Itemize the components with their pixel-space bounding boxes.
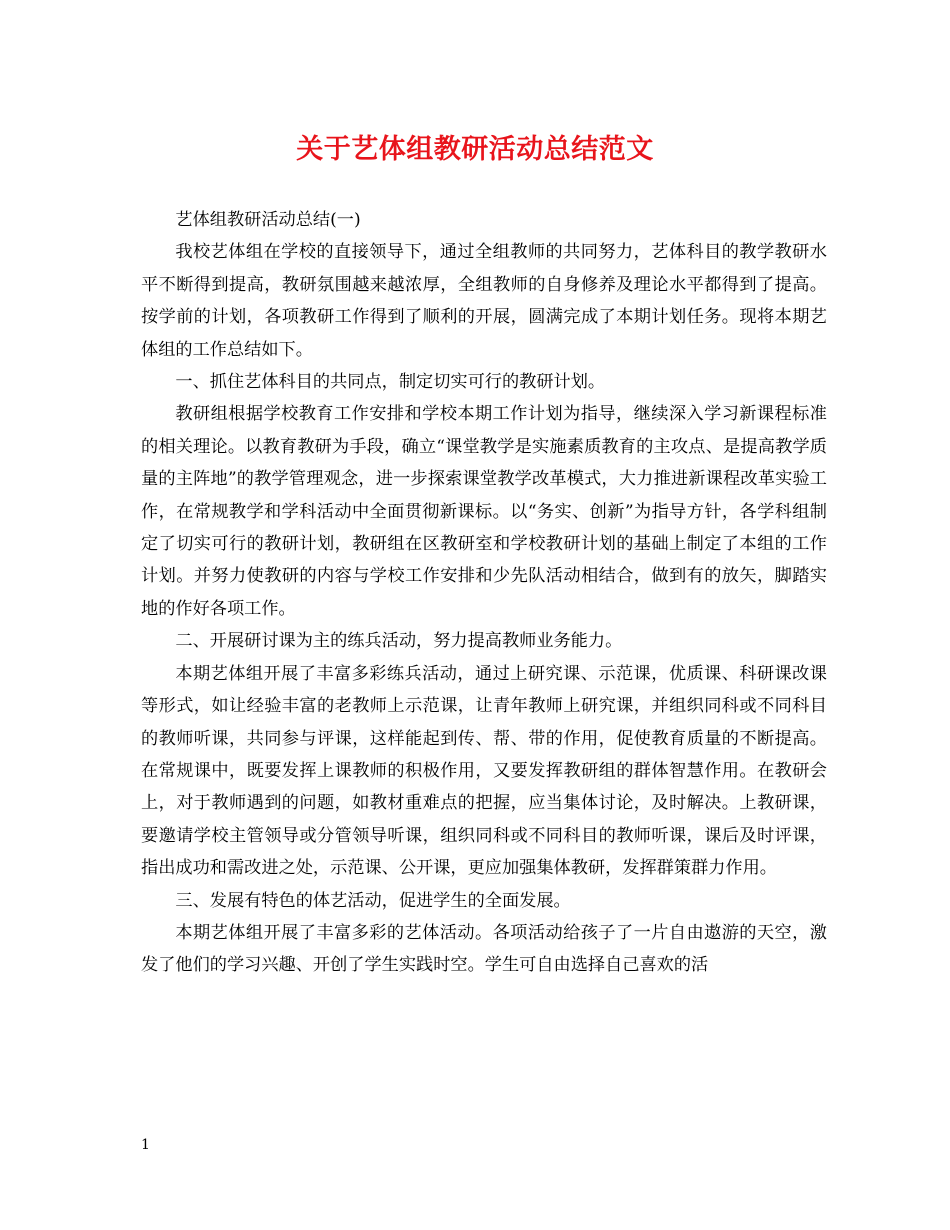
document-body xyxy=(141,204,827,982)
page-number: 1 xyxy=(141,1137,150,1153)
document-title: 关于艺体组教研活动总结范文 xyxy=(296,134,654,165)
paragraph: 教研组根据学校教育工作安排和学校本期工作计划为指导，继续深入学习新课程标准的相关理论。以教育教研为手段，确立“课堂教学是实施素质教育的主攻点、是提高教学质量的主阵地”的教学管理观念，进一步探索课堂教学改革模式，大力推进新课程改革实验工作，在常规教学和学科活动中全面贯彻新课标。以“务实、创新”为指导方针，各学科组制定了切实可行的教研计划，教研组在区教研室和学校教研计划的基础上制定了本组的工作计划。并努力使教研的内容与学校工作安排和少先队活动相结合，做到有的放矢，脚踏实地的作好各项工作。 xyxy=(141,404,827,619)
section-heading: 二、开展研讨课为主的练兵活动，努力提高教师业务能力。 xyxy=(175,631,623,652)
section-heading: 艺体组教研活动总结(一) xyxy=(175,210,361,230)
paragraph: 我校艺体组在学校的直接领导下，通过全组教师的共同努力，艺体科目的教学教研水平不断得到提高，教研氛围越来越浓厚，全组教师的自身修养及理论水平都得到了提高。按学前的计划，各项教研工作得到了顺利的开展，圆满完成了本期计划任务。现将本期艺体组的工作总结如下。 xyxy=(141,242,827,360)
paragraph: 本期艺体组开展了丰富多彩练兵活动，通过上研究课、示范课，优质课、科研课改课等形式，如让经验丰富的老教师上示范课，让青年教师上研究课，并组织同科或不同科目的教师听课，共同参与评课，这样能起到传、帮、带的作用，促使教育质量的不断提高。在常规课中，既要发挥上课教师的积极作用，又要发挥教研组的群体智慧作用。在教研会上，对于教师遇到的问题，如教材重难点的把握，应当集体讨论，及时解决。上教研课，要邀请学校主管领导或分管领导听课，组织同科或不同科目的教师听课，课后及时评课，指出成功和需改进之处，示范课、公开课，更应加强集体教研，发挥群策群力作用。 xyxy=(141,663,827,879)
section-heading: 一、抓住艺体科目的共同点，制定切实可行的教研计划。 xyxy=(175,372,606,393)
section-heading: 三、发展有特色的体艺活动，促进学生的全面发展。 xyxy=(175,890,571,911)
paragraph: 本期艺体组开展了丰富多彩的艺体活动。各项活动给孩子了一片自由遨游的天空，激发了他们的学习兴趣、开创了学生实践时空。学生可自由选择自己喜欢的活 xyxy=(141,922,827,976)
